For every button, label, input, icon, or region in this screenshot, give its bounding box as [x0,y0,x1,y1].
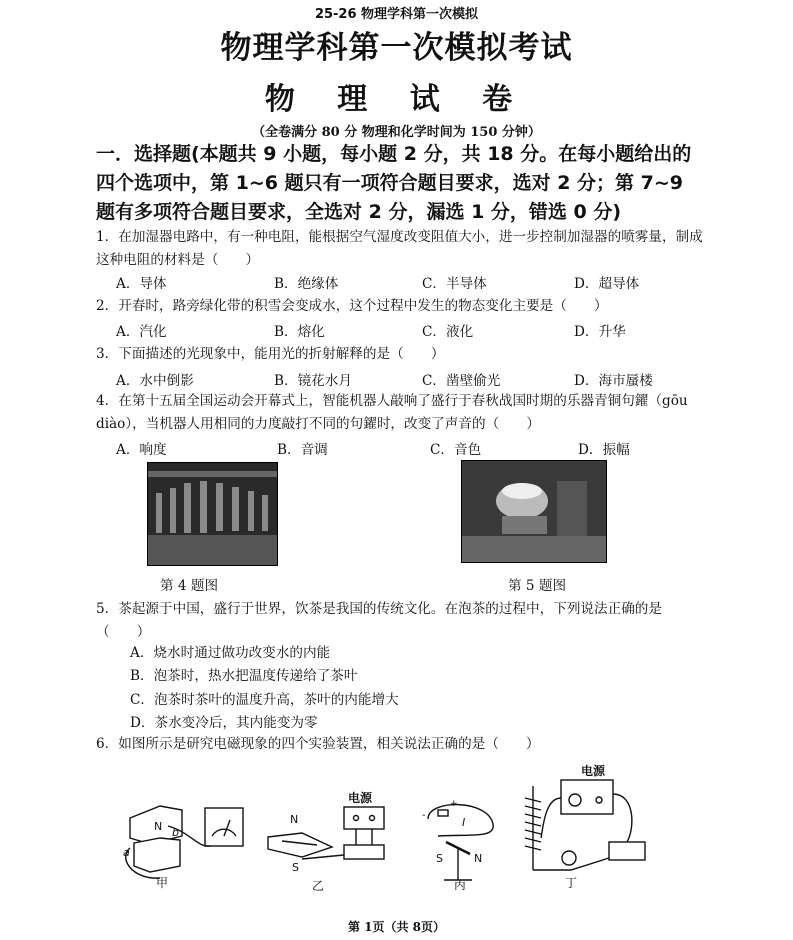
page-footer: 第 1页（共 8页） [347,920,446,934]
q5-option-a: A．烧水时通过做功改变水的内能 [130,645,331,661]
q1-option-c: C．半导体 [422,276,487,292]
label-power-2: 电源 [581,764,606,778]
bing-minus-label: - [422,810,426,821]
q5-option-d: D．茶水变冷后，其内能变为零 [130,715,318,731]
exam-title: 物理学科第一次模拟考试 [220,30,573,66]
label-jia: 甲 [156,876,169,890]
diagram-bing [418,794,508,890]
q4-option-d: D．振幅 [578,442,630,458]
paper-title: 物 理 试 卷 [264,82,529,117]
figure-5-photo [461,460,607,563]
question-2-stem: 2．开春时，路旁绿化带的积雪会变成水，这个过程中发生的物态变化主要是（ ） [96,298,608,314]
q3-option-a: A．水中倒影 [116,373,194,389]
jia-a-label: a [123,846,130,859]
figure-4-photo [147,462,278,566]
q1-option-b: B．绝缘体 [274,276,339,292]
q5-option-b: B．泡茶时，热水把温度传递给了茶叶 [130,668,358,684]
diagram-ding [515,758,680,890]
question-6-stem: 6．如图所示是研究电磁现象的四个实验装置，相关说法正确的是（ ） [96,736,540,752]
q2-option-c: C．液化 [422,324,474,340]
header-label: 25-26 物理学科第一次模拟 [314,7,479,22]
q1-option-d: D．超导体 [574,276,640,292]
question-5-stem: 5．茶起源于中国，盛行于世界，饮茶是我国的传统文化。在泡茶的过程中，下列说法正确的是（ ） [96,601,662,640]
bing-s-label: S [436,852,443,865]
yi-s-label: S [292,861,299,874]
label-ding: 丁 [565,876,578,890]
q2-option-a: A．汽化 [116,324,167,340]
question-1-stem: 1．在加湿器电路中，有一种电阻，能根据空气湿度改变阻值大小，进一步控制加湿器的喷雾量，制成这种电阻的材料是（ ） [96,229,703,268]
diagram-yi [262,785,397,891]
bing-plus-label: + [450,799,458,809]
q4-option-c: C．音色 [430,442,482,458]
q4-option-b: B．音调 [277,442,328,458]
label-power-1: 电源 [348,791,373,805]
jia-n-label: N [154,820,163,833]
q2-option-b: B．熔化 [274,324,325,340]
q2-option-d: D．升华 [574,324,626,340]
section-heading: 一．选择题(本题共 9 小题，每小题 2 分，共 18 分。在每小题给出的四个选项中，第 1~6 题只有一项符合题目要求，选对 2 分；第 7~9 题有多项符合题目要求，全选对 2 分，漏选 1 分，错选 0 分) [96,143,692,223]
question-3-stem: 3．下面描述的光现象中，能用光的折射解释的是（ ） [96,346,445,362]
diagram-jia [120,788,250,888]
q1-option-a: A．导体 [116,276,167,292]
figure-5-caption: 第 5 题图 [508,578,567,594]
q4-option-a: A．响度 [116,442,167,458]
q3-option-c: C．凿壁偷光 [422,373,501,389]
yi-n-label: N [290,813,299,826]
jia-b-label: b [172,826,179,839]
bing-n-label: N [474,852,483,865]
bing-i-label: I [462,816,466,829]
q3-option-d: D．海市蜃楼 [574,373,653,389]
q3-option-b: B．镜花水月 [274,373,352,389]
exam-note: （全卷满分 80 分 物理和化学时间为 150 分钟） [252,125,541,140]
question-4-stem: 4．在第十五届全国运动会开幕式上，智能机器人敲响了盛行于春秋战国时期的乐器青铜句鑃（gōu diào），当机器人用相同的力度敲打不同的句鑃时，改变了声音的（ ） [96,393,688,432]
q5-option-c: C．泡茶时茶叶的温度升高，茶叶的内能增大 [130,692,399,708]
label-bing: 丙 [454,878,467,892]
label-yi: 乙 [312,879,325,893]
figure-4-caption: 第 4 题图 [160,578,219,594]
